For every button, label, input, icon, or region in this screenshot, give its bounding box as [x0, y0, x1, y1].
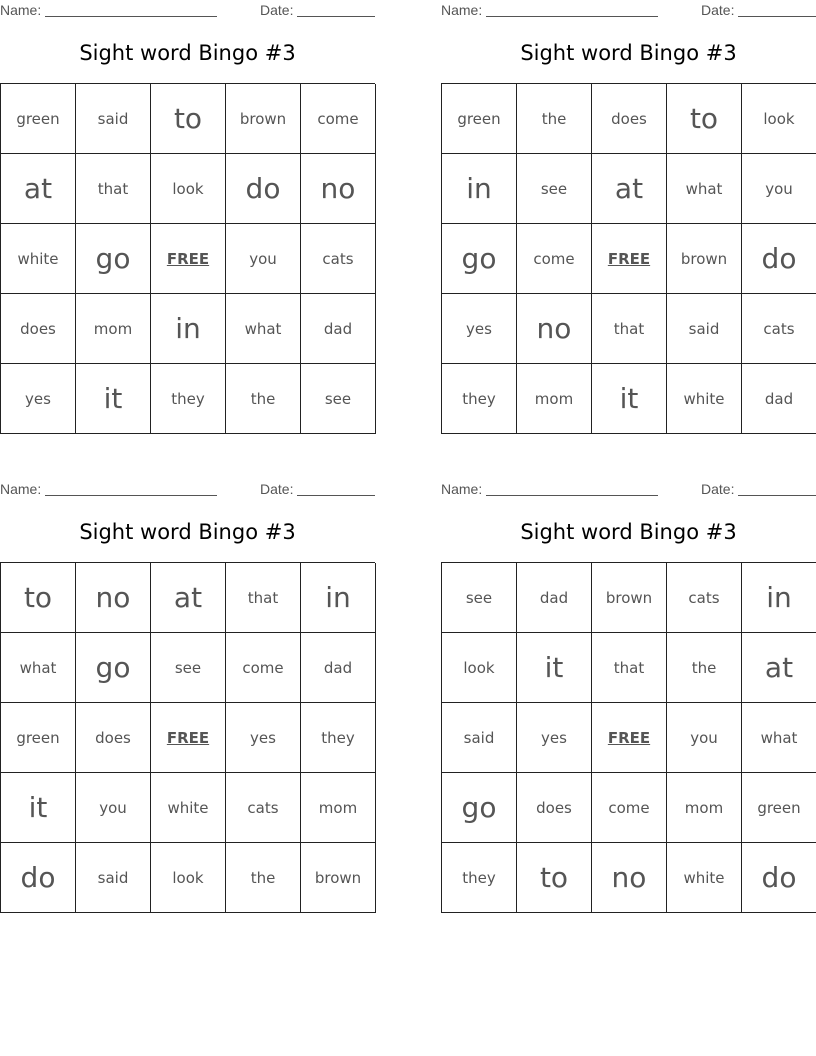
bingo-card-3 [0, 479, 375, 894]
bingo-cell[interactable]: see [442, 563, 517, 633]
bingo-cell[interactable]: the [517, 84, 592, 154]
bingo-cell[interactable]: cats [667, 563, 742, 633]
bingo-cell[interactable]: at [592, 154, 667, 224]
bingo-cell[interactable]: you [742, 154, 816, 224]
bingo-cell[interactable]: brown [592, 563, 667, 633]
name-date-header [441, 479, 816, 501]
bingo-cell[interactable]: it [517, 633, 592, 703]
bingo-grid [441, 562, 816, 913]
card-title: Sight word Bingo #3 [79, 41, 296, 65]
bingo-cell[interactable]: to [517, 843, 592, 913]
date-blank-line[interactable] [297, 16, 375, 17]
date-blank-line[interactable] [738, 16, 816, 17]
bingo-cell[interactable]: they [442, 364, 517, 434]
bingo-cell[interactable]: in [442, 154, 517, 224]
bingo-cell[interactable]: in [301, 563, 376, 633]
bingo-cell[interactable]: yes [442, 294, 517, 364]
bingo-cell[interactable]: what [742, 703, 816, 773]
name-label: Name: [441, 2, 483, 18]
bingo-cell[interactable]: in [742, 563, 816, 633]
date-blank-line[interactable] [297, 495, 375, 496]
bingo-cell[interactable]: go [76, 633, 151, 703]
bingo-cell[interactable]: come [517, 224, 592, 294]
bingo-cell[interactable]: yes [226, 703, 301, 773]
bingo-cell[interactable]: see [151, 633, 226, 703]
bingo-cell[interactable]: cats [742, 294, 816, 364]
free-space-cell[interactable]: FREE [592, 703, 667, 773]
bingo-cell[interactable]: come [226, 633, 301, 703]
date-label: Date: [260, 481, 294, 497]
bingo-grid [441, 83, 816, 434]
free-space-cell[interactable]: FREE [151, 224, 226, 294]
bingo-cell[interactable]: what [226, 294, 301, 364]
bingo-cell[interactable]: said [76, 843, 151, 913]
bingo-cell[interactable]: see [517, 154, 592, 224]
bingo-cell[interactable]: to [667, 84, 742, 154]
bingo-cell[interactable]: green [442, 84, 517, 154]
name-blank-line[interactable] [486, 16, 658, 17]
bingo-cell[interactable]: green [1, 703, 76, 773]
name-blank-line[interactable] [45, 495, 217, 496]
bingo-cell[interactable]: at [151, 563, 226, 633]
card-title: Sight word Bingo #3 [520, 520, 737, 544]
free-space-cell[interactable]: FREE [592, 224, 667, 294]
bingo-cell[interactable]: said [667, 294, 742, 364]
bingo-cell[interactable]: what [1, 633, 76, 703]
bingo-cell[interactable]: you [226, 224, 301, 294]
bingo-cell[interactable]: in [151, 294, 226, 364]
bingo-cell[interactable]: does [517, 773, 592, 843]
date-label: Date: [260, 2, 294, 18]
bingo-grid [0, 83, 375, 434]
bingo-cell[interactable]: does [592, 84, 667, 154]
bingo-cell[interactable]: do [742, 224, 816, 294]
bingo-cell[interactable]: no [76, 563, 151, 633]
bingo-cell[interactable]: to [1, 563, 76, 633]
bingo-cell[interactable]: look [151, 843, 226, 913]
bingo-cell[interactable]: they [151, 364, 226, 434]
name-label: Name: [441, 481, 483, 497]
bingo-cell[interactable]: green [742, 773, 816, 843]
bingo-cell[interactable]: cats [301, 224, 376, 294]
bingo-cell[interactable]: said [442, 703, 517, 773]
bingo-cell[interactable]: white [667, 364, 742, 434]
name-date-header [0, 479, 375, 501]
bingo-cell[interactable]: dad [301, 294, 376, 364]
bingo-cell[interactable]: look [151, 154, 226, 224]
bingo-cell[interactable]: brown [301, 843, 376, 913]
bingo-cell[interactable]: dad [742, 364, 816, 434]
bingo-cell[interactable]: white [1, 224, 76, 294]
bingo-cell[interactable]: at [1, 154, 76, 224]
bingo-cell[interactable]: cats [226, 773, 301, 843]
bingo-cell[interactable]: see [301, 364, 376, 434]
bingo-cell[interactable]: brown [226, 84, 301, 154]
name-date-header [0, 0, 375, 22]
bingo-cell[interactable]: look [442, 633, 517, 703]
bingo-cell[interactable]: white [151, 773, 226, 843]
bingo-cell[interactable]: mom [517, 364, 592, 434]
bingo-cell[interactable]: no [592, 843, 667, 913]
bingo-cell[interactable]: no [301, 154, 376, 224]
bingo-cell[interactable]: dad [517, 563, 592, 633]
bingo-cell[interactable]: no [517, 294, 592, 364]
bingo-cell[interactable]: you [667, 703, 742, 773]
card-title: Sight word Bingo #3 [520, 41, 737, 65]
name-blank-line[interactable] [486, 495, 658, 496]
bingo-cell[interactable]: to [151, 84, 226, 154]
name-label: Name: [0, 2, 42, 18]
date-label: Date: [701, 481, 735, 497]
bingo-cell[interactable]: they [442, 843, 517, 913]
bingo-cell[interactable]: do [226, 154, 301, 224]
bingo-cell[interactable]: the [226, 364, 301, 434]
bingo-cell[interactable]: brown [667, 224, 742, 294]
bingo-grid [0, 562, 375, 913]
bingo-card-4 [441, 479, 816, 894]
bingo-cell[interactable]: the [226, 843, 301, 913]
bingo-card-1 [0, 0, 375, 415]
bingo-cell[interactable]: they [301, 703, 376, 773]
bingo-cell[interactable]: come [592, 773, 667, 843]
bingo-cell[interactable]: do [742, 843, 816, 913]
bingo-cell[interactable]: white [667, 843, 742, 913]
bingo-cell[interactable]: look [742, 84, 816, 154]
bingo-cell[interactable]: that [592, 633, 667, 703]
bingo-cell[interactable]: mom [667, 773, 742, 843]
bingo-cell[interactable]: do [1, 843, 76, 913]
bingo-cell[interactable]: what [667, 154, 742, 224]
bingo-cell[interactable]: that [226, 563, 301, 633]
bingo-cell[interactable]: does [1, 294, 76, 364]
bingo-cell[interactable]: green [1, 84, 76, 154]
name-date-header [441, 0, 816, 22]
name-blank-line[interactable] [45, 16, 217, 17]
bingo-cell[interactable]: go [76, 224, 151, 294]
bingo-cell[interactable]: you [76, 773, 151, 843]
bingo-cell[interactable]: yes [517, 703, 592, 773]
bingo-cell[interactable]: does [76, 703, 151, 773]
bingo-cell[interactable]: mom [301, 773, 376, 843]
date-blank-line[interactable] [738, 495, 816, 496]
name-label: Name: [0, 481, 42, 497]
bingo-cell[interactable]: that [592, 294, 667, 364]
date-label: Date: [701, 2, 735, 18]
bingo-cell[interactable]: mom [76, 294, 151, 364]
bingo-cell[interactable]: said [76, 84, 151, 154]
bingo-card-2 [441, 0, 816, 415]
bingo-cell[interactable]: at [742, 633, 816, 703]
bingo-cell[interactable]: it [1, 773, 76, 843]
free-space-cell[interactable]: FREE [151, 703, 226, 773]
bingo-cell[interactable]: go [442, 224, 517, 294]
bingo-cell[interactable]: go [442, 773, 517, 843]
bingo-cell[interactable]: the [667, 633, 742, 703]
bingo-cell[interactable]: that [76, 154, 151, 224]
bingo-cell[interactable]: yes [1, 364, 76, 434]
bingo-cell[interactable]: come [301, 84, 376, 154]
bingo-cell[interactable]: dad [301, 633, 376, 703]
bingo-cell[interactable]: it [76, 364, 151, 434]
card-title: Sight word Bingo #3 [79, 520, 296, 544]
bingo-cell[interactable]: it [592, 364, 667, 434]
